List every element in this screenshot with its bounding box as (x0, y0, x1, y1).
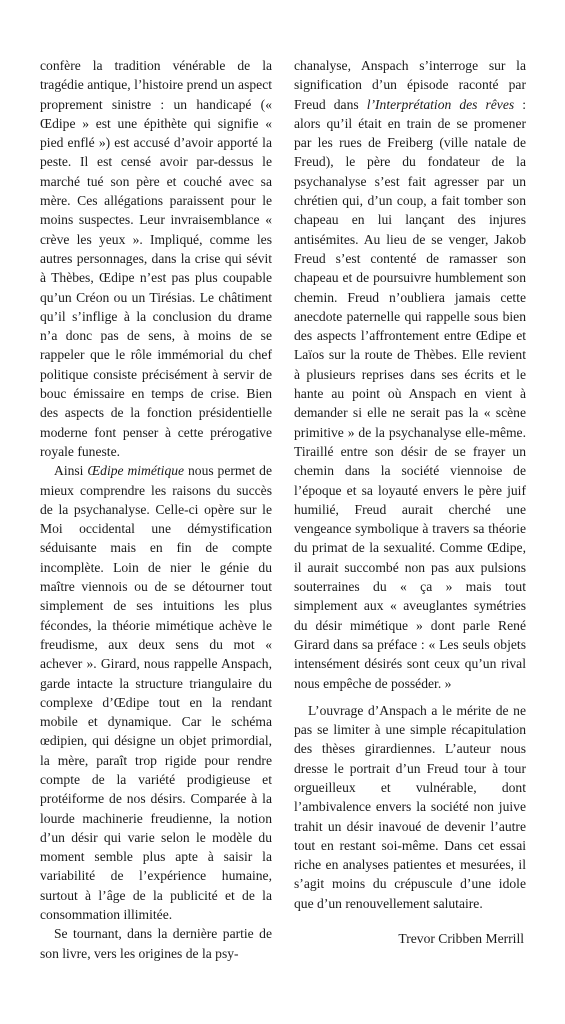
paragraph-left-1: confère la tradition vénérable de la tragédie antique, l’histoire prend un aspect proprement sinistre : un handicapé (« Œdipe » est une épithète qui signifie « pied enflé ») est accusé d’avoir apporté la peste. Il est censé avoir par-dessus le marché tué son père et couché avec sa mère. Ces allégations paraissent pour le moins suspectes. Leur invraisemblance « crève les yeux ». Impliqué, comme les autres personnages, dans la crise qui sévit à Thèbes, Œdipe n’est pas plus coupable qu’un Créon ou un Tirésias. Le châtiment qu’il s’inflige à la conclusion du drame n’a donc pas de sens, à moins de se rappeler que le rôle immémorial du chef politique consiste précisément à servir de bouc émissaire en temps de crise. Bien des aspects de la fonction présidentielle moderne font penser à cette prérogative royale funeste. (40, 58, 272, 459)
book-title-interpretation-reves: l’Interprétation des rêves (366, 96, 515, 112)
left-column (40, 56, 272, 963)
right-column (294, 56, 526, 948)
paragraph-left-3: Se tournant, dans la dernière partie de son livre, vers les origines de la psy- (40, 926, 272, 961)
paragraph-right-1 (294, 56, 526, 693)
paragraph-right-1-rest: : alors qu’il était en train de se promener par les rues de Freiberg (ville natale de Freud), le père du fondateur de la psychanalyse s’est fait agresser par un chrétien qui, d’un coup, a fait tomber son chapeau en lui lançant des injures antisémites. Au lieu de se venger, Jakob Freud s’est contenté de ramasser son chapeau et de poursuivre humblement son chemin. Freud n’oubliera jamais cette anecdote paternelle qui rappelle sous bien des aspects l’affrontement entre Œdipe et Laïos sur la route de Thèbes. Elle revient à plusieurs reprises dans ses écrits et le hante au point où Anspach en vient à demander si elle ne serait pas la « scène primitive » de la psychanalyse elle-même. Tiraillé entre son désir de se frayer un chemin dans la société viennoise de l’époque et sa loyauté envers le père juif humilié, Freud aurait cherché une vengeance symbolique à travers sa théorie du primat de la sexualité. Comme Œdipe, il aurait succombé non pas aux pulsions souterraines du « ça » mais tout simplement aux « aveuglantes symétries du désir mimétique » dont parle René Girard dans sa préface : « Les seuls objets intensément désirés sont ceux qu’un rival nous empêche de posséder. » (294, 96, 526, 691)
paragraph-left-2-start: Ainsi (54, 463, 88, 479)
paragraph-left-2-rest: nous permet de mieux comprendre les raisons du succès de la psychanalyse. Celle-ci opère sur le Moi occidental une démystification séduisante mais en fin de compte incomplète. Loin de nier le génie du maître viennois ou de se détourner tout simplement de ses intuitions les plus fécondes, la théorie mimétique achève le freudisme, aux deux sens du mot « achever ». Girard, nous rappelle Anspach, garde intacte la structure triangulaire du complexe d’Œdipe tout en la rendant mobile et dynamique. Car le schéma œdipien, qui désigne un objet primordial, la mère, paraît trop rigide pour rendre compte de la variété prodigieuse et protéiforme de nos désirs. Comparée à la lourde machinerie freudienne, la notion d’un désir qui varie selon le modèle du moment semble plus apte à saisir la variabilité de l’expérience humaine, surtout à l’âge de la publicité et de la consommation illimitée. (40, 463, 272, 923)
author-signature: Trevor Cribben Merrill (398, 931, 524, 947)
paragraph-right-1-start: chanalyse, Anspach s’interroge sur la signification d’un épisode raconté par Freud dans (294, 58, 526, 112)
paragraph-left-2 (40, 461, 272, 924)
book-title-oedipe-mimetique: Œdipe mimétique (87, 463, 185, 479)
paragraph-right-2: L’ouvrage d’Anspach a le mérite de ne pas se limiter à une simple récapitulation des thèses girardiennes. L’auteur nous dresse le portrait d’un Freud tour à tour orgueilleux et vulnérable, dont l’ambivalence envers la société non juive trahit un désir inavoué de devenir l’autre tout en restant soi-même. Dans cet essai riche en analyses patientes et mesurées, il s’agit moins du crépuscule d’une idole que d’un renouvellement salutaire. (294, 702, 526, 911)
